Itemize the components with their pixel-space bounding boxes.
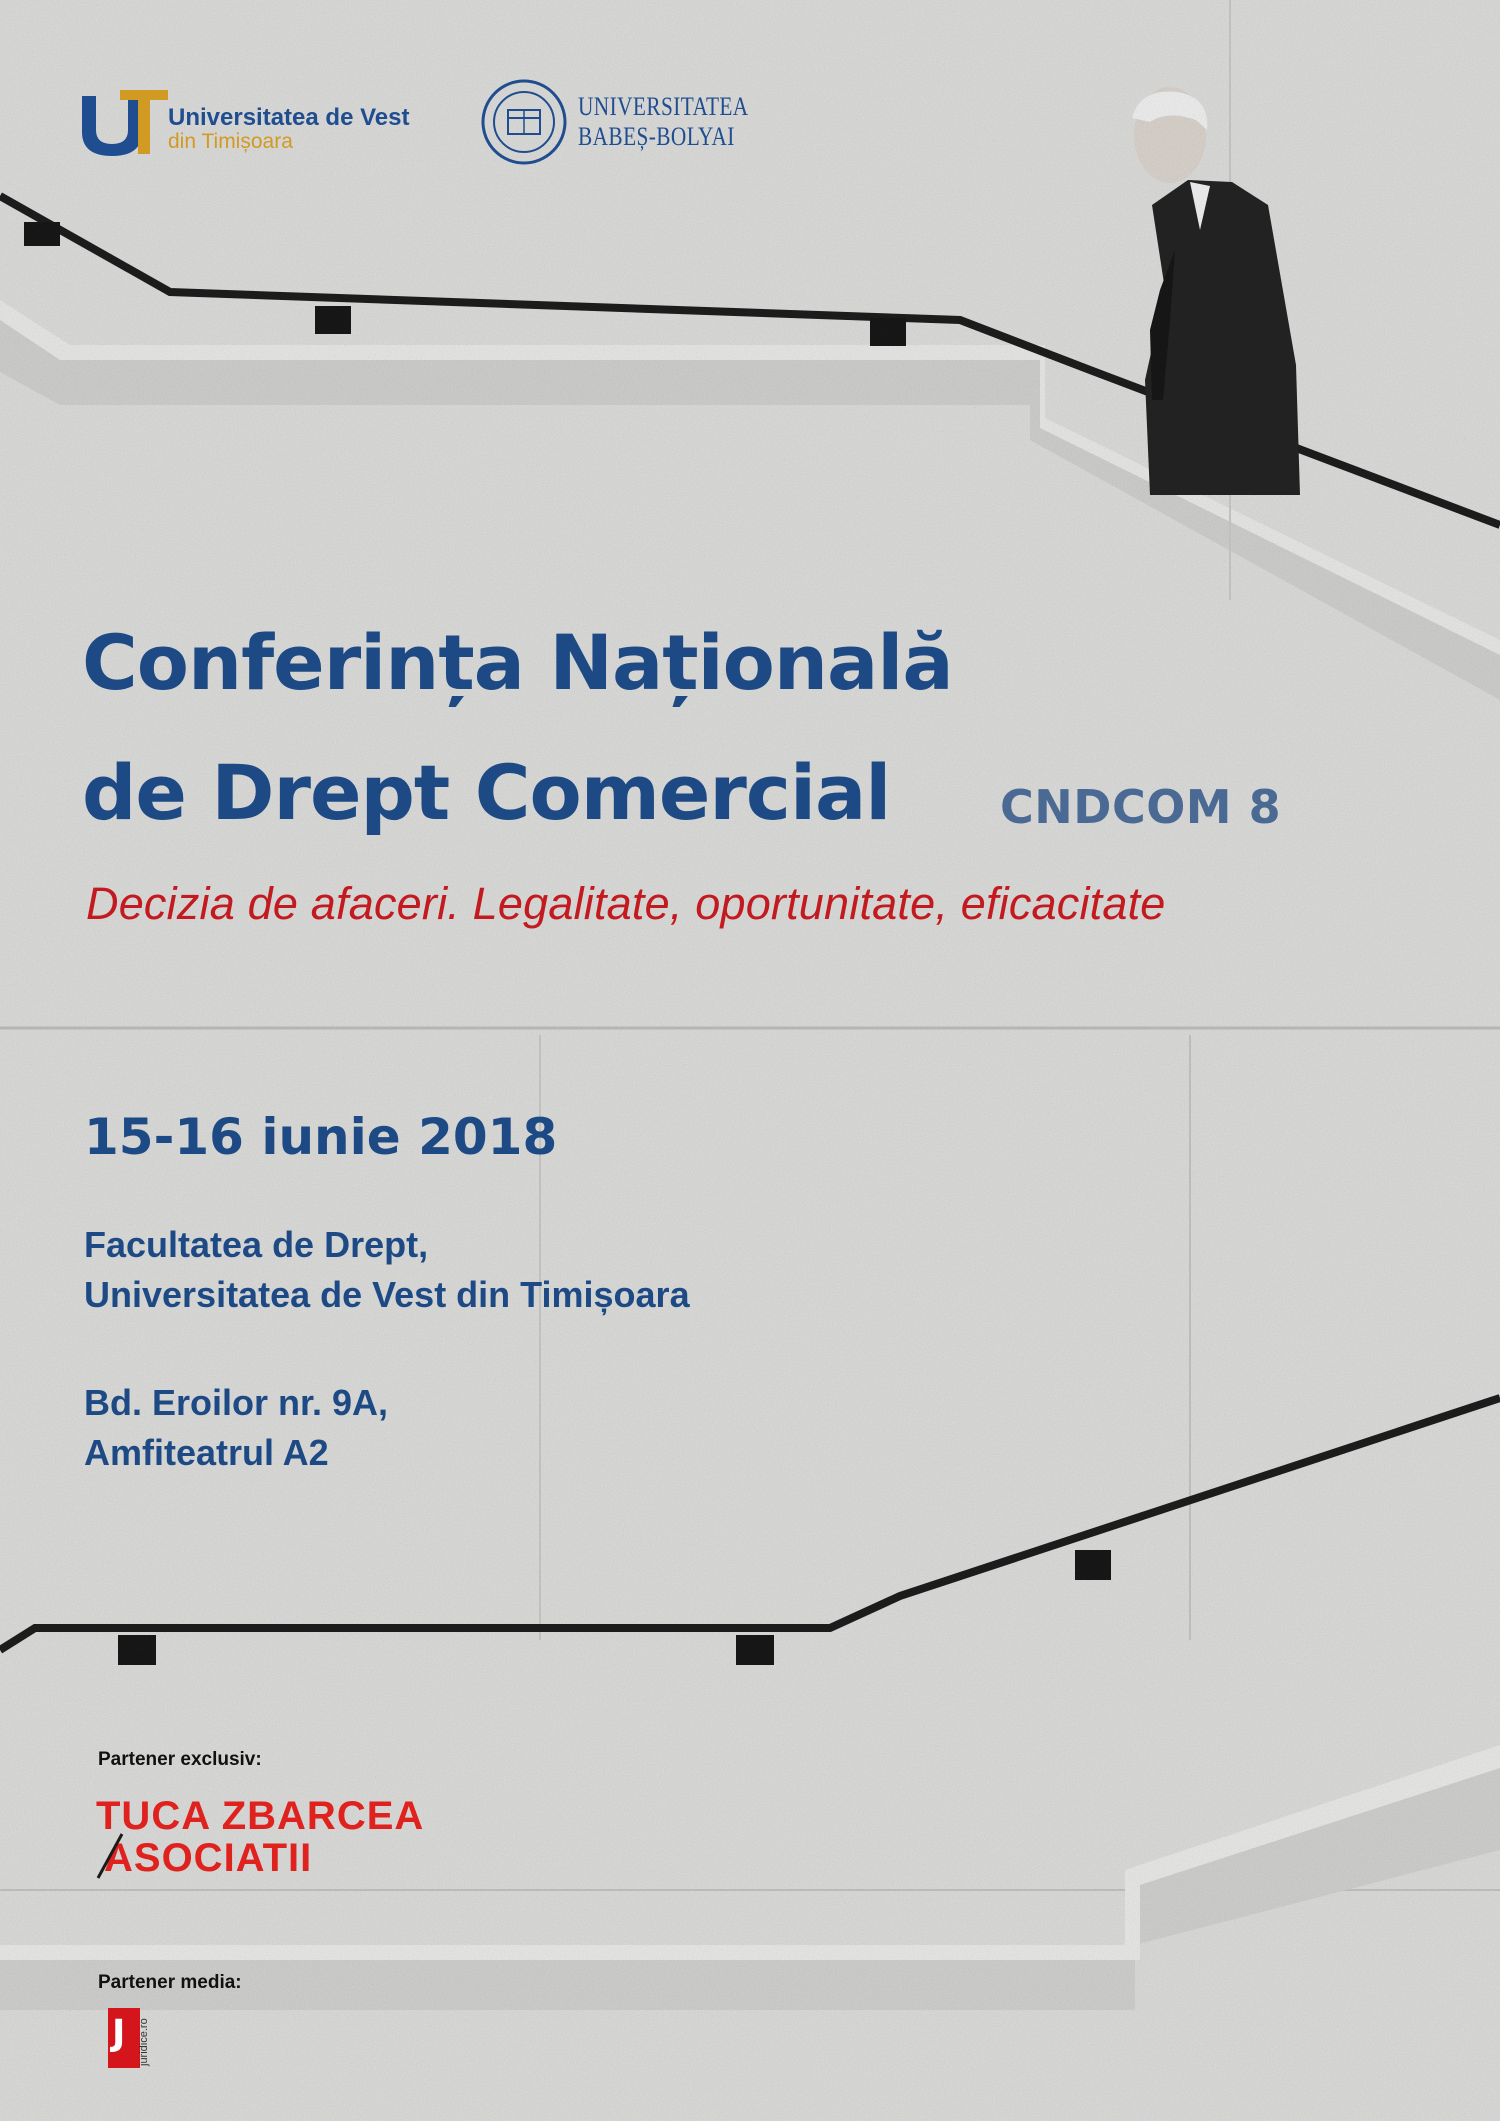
ubb-name-line1: UNIVERSITATEA — [578, 92, 749, 121]
exclusive-partner-label: Partener exclusiv: — [98, 1749, 262, 1770]
juridice-box — [108, 2008, 140, 2068]
tuca-zbarcea-logo — [96, 1790, 436, 1880]
tza-logo-line2: ASOCIATII — [104, 1836, 313, 1880]
uvt-logo — [80, 88, 440, 158]
media-partner-label: Partener media: — [98, 1972, 242, 1993]
juridice-wordmark: juridice.ro — [138, 2018, 150, 2066]
address-line2: Amfiteatrul A2 — [84, 1432, 329, 1473]
conference-subtitle: Decizia de afaceri. Legalitate, oportunitate, eficacitate — [86, 878, 1166, 929]
juridice-letter: J — [112, 2013, 126, 2054]
uvt-name-line2: din Timișoara — [168, 130, 293, 153]
tza-logo-line1: TUCA ZBARCEA — [96, 1794, 425, 1838]
event-date: 15-16 iunie 2018 — [84, 1108, 558, 1166]
ubb-seal-icon — [480, 78, 568, 166]
conference-title-line1: Conferința Națională — [82, 618, 953, 707]
address-line1: Bd. Eroilor nr. 9A, — [84, 1382, 389, 1423]
conference-title-line2: de Drept Comercial — [82, 748, 891, 837]
uvt-mark-icon — [80, 88, 170, 158]
conference-code: CNDCOM 8 — [1000, 780, 1282, 834]
juridice-logo — [108, 2008, 168, 2070]
venue-line2: Universitatea de Vest din Timișoara — [84, 1274, 690, 1315]
slash-icon — [96, 1830, 126, 1880]
uvt-name-line1: Universitatea de Vest — [168, 104, 410, 131]
ubb-name-line2: BABEȘ-BOLYAI — [578, 122, 735, 151]
ubb-logo — [480, 78, 780, 168]
venue-line1: Facultatea de Drept, — [84, 1224, 429, 1265]
